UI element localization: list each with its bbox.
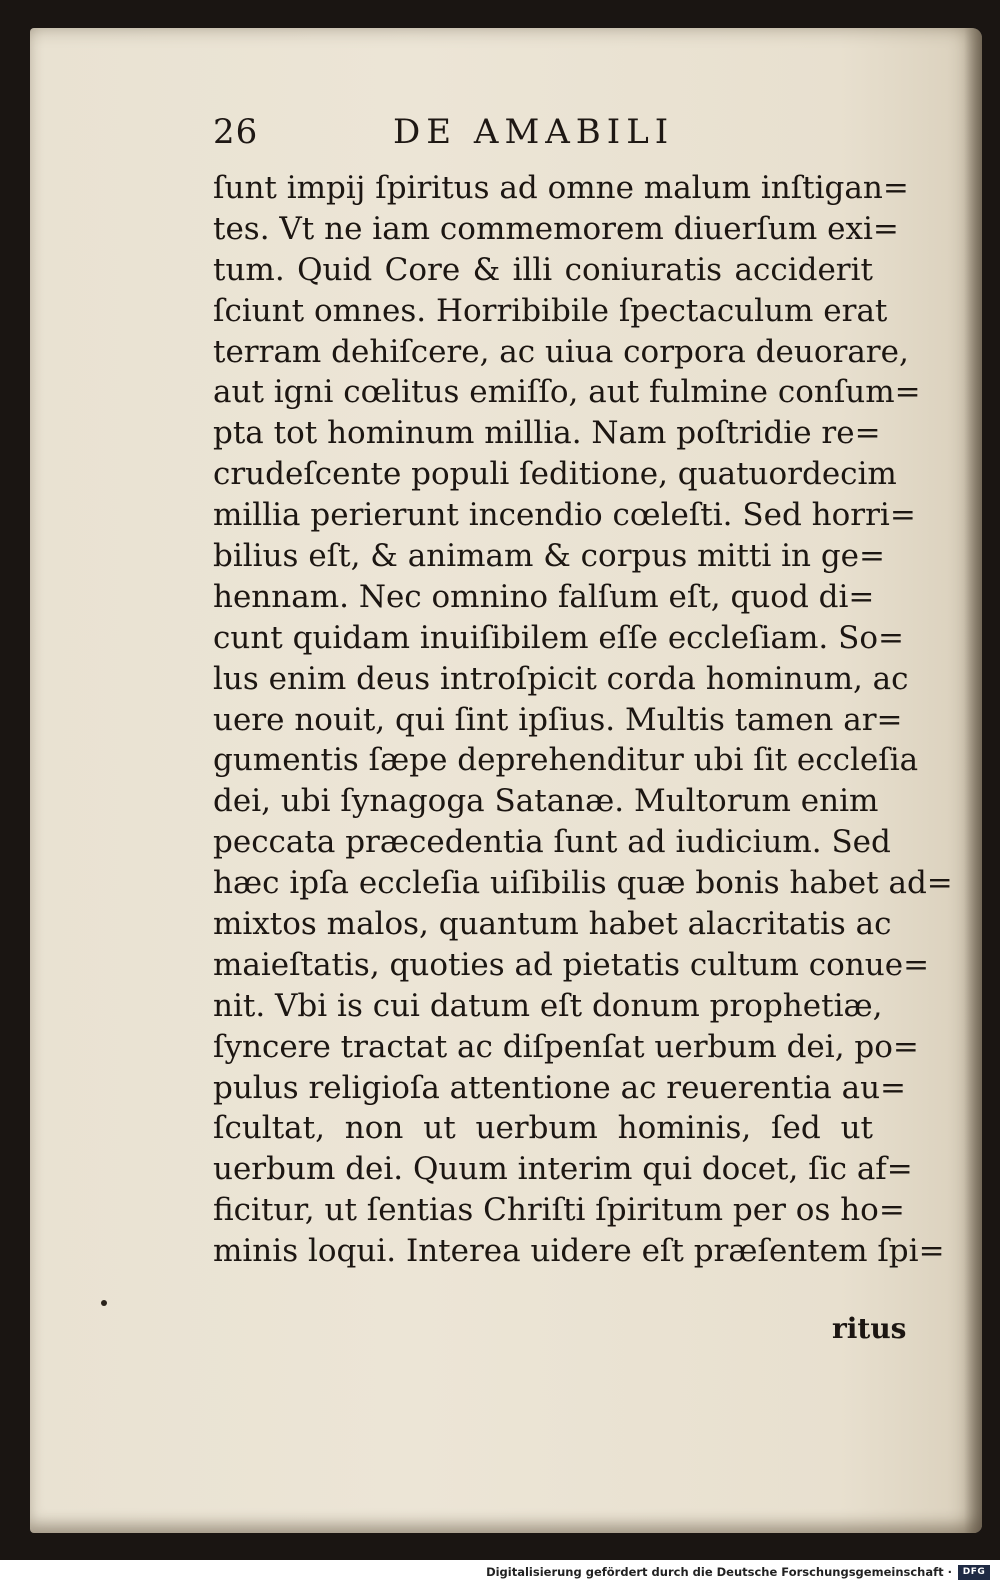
dfg-logo-icon: DFG xyxy=(958,1565,990,1580)
text-line: minis loqui. Interea uidere eſt præſentem ſpi= xyxy=(213,1233,945,1270)
text-line: hæc ipſa eccleſia uiſibilis quæ bonis habet ad= xyxy=(213,865,953,902)
text-line: crudeſcente populi ſeditione, quatuordecim xyxy=(213,456,897,493)
funding-credit: Digitalisierung gefördert durch die Deutsche Forschungsgemeinschaft · xyxy=(486,1565,952,1579)
page-header xyxy=(213,112,873,162)
text-line: gumentis ſæpe deprehenditur ubi ſit eccleſia xyxy=(213,742,919,779)
text-line: bilius eſt, & animam & corpus mitti in ge= xyxy=(213,538,885,575)
text-line: ficitur, ut ſentias Chriſti ſpiritum per os ho= xyxy=(213,1192,905,1229)
margin-mark xyxy=(101,1300,107,1306)
text-line: dei, ubi ſynagoga Satanæ. Multorum enim xyxy=(213,783,879,820)
digitization-footer xyxy=(0,1560,1000,1585)
text-line: ſciunt omnes. Horribibile ſpectaculum erat xyxy=(213,292,888,329)
text-line: tum. Quid Core & illi coniuratis acciderit xyxy=(213,251,873,288)
body-text xyxy=(213,168,953,1272)
text-line: uerbum dei. Quum interim qui docet, ſic af= xyxy=(213,1151,913,1188)
page-edge-shadow xyxy=(964,28,982,1533)
text-line: ſyncere tractat ac diſpenſat uerbum dei, po= xyxy=(213,1028,919,1065)
text-line: terram dehiſcere, ac uiua corpora deuorare, xyxy=(213,333,909,370)
text-line: aut igni cœlitus emiſſo, aut fulmine conſum= xyxy=(213,374,921,411)
text-line: peccata præcedentia ſunt ad iudicium. Sed xyxy=(213,824,891,861)
text-line: hennam. Nec omnino falſum eſt, quod di= xyxy=(213,578,875,615)
text-line: cunt quidam inuiſibilem eſſe eccleſiam. So= xyxy=(213,619,904,656)
catchword: ritus xyxy=(832,1312,907,1345)
running-head: DE AMABILI xyxy=(393,112,675,152)
text-line: ſunt impij ſpiritus ad omne malum inſtigan= xyxy=(213,170,909,206)
page-number: 26 xyxy=(213,112,259,152)
text-line: tes. Vt ne iam commemorem diuerſum exi= xyxy=(213,210,899,247)
text-line: uere nouit, qui ſint ipſius. Multis tamen ar= xyxy=(213,701,903,738)
text-line: mixtos malos, quantum habet alacritatis ac xyxy=(213,906,892,943)
text-line: maieſtatis, quoties ad pietatis cultum conue= xyxy=(213,946,930,983)
text-line: pulus religioſa attentione ac reuerentia au= xyxy=(213,1069,907,1106)
text-line: pta tot hominum millia. Nam poſtridie re= xyxy=(213,415,881,452)
text-line: nit. Vbi is cui datum eſt donum prophetiæ, xyxy=(213,987,883,1024)
text-line: lus enim deus introſpicit corda hominum, ac xyxy=(213,660,909,697)
text-line: ſcultat, non ut uerbum hominis, ſed ut xyxy=(213,1110,873,1147)
text-line: millia perierunt incendio cœleſti. Sed horri= xyxy=(213,497,916,534)
